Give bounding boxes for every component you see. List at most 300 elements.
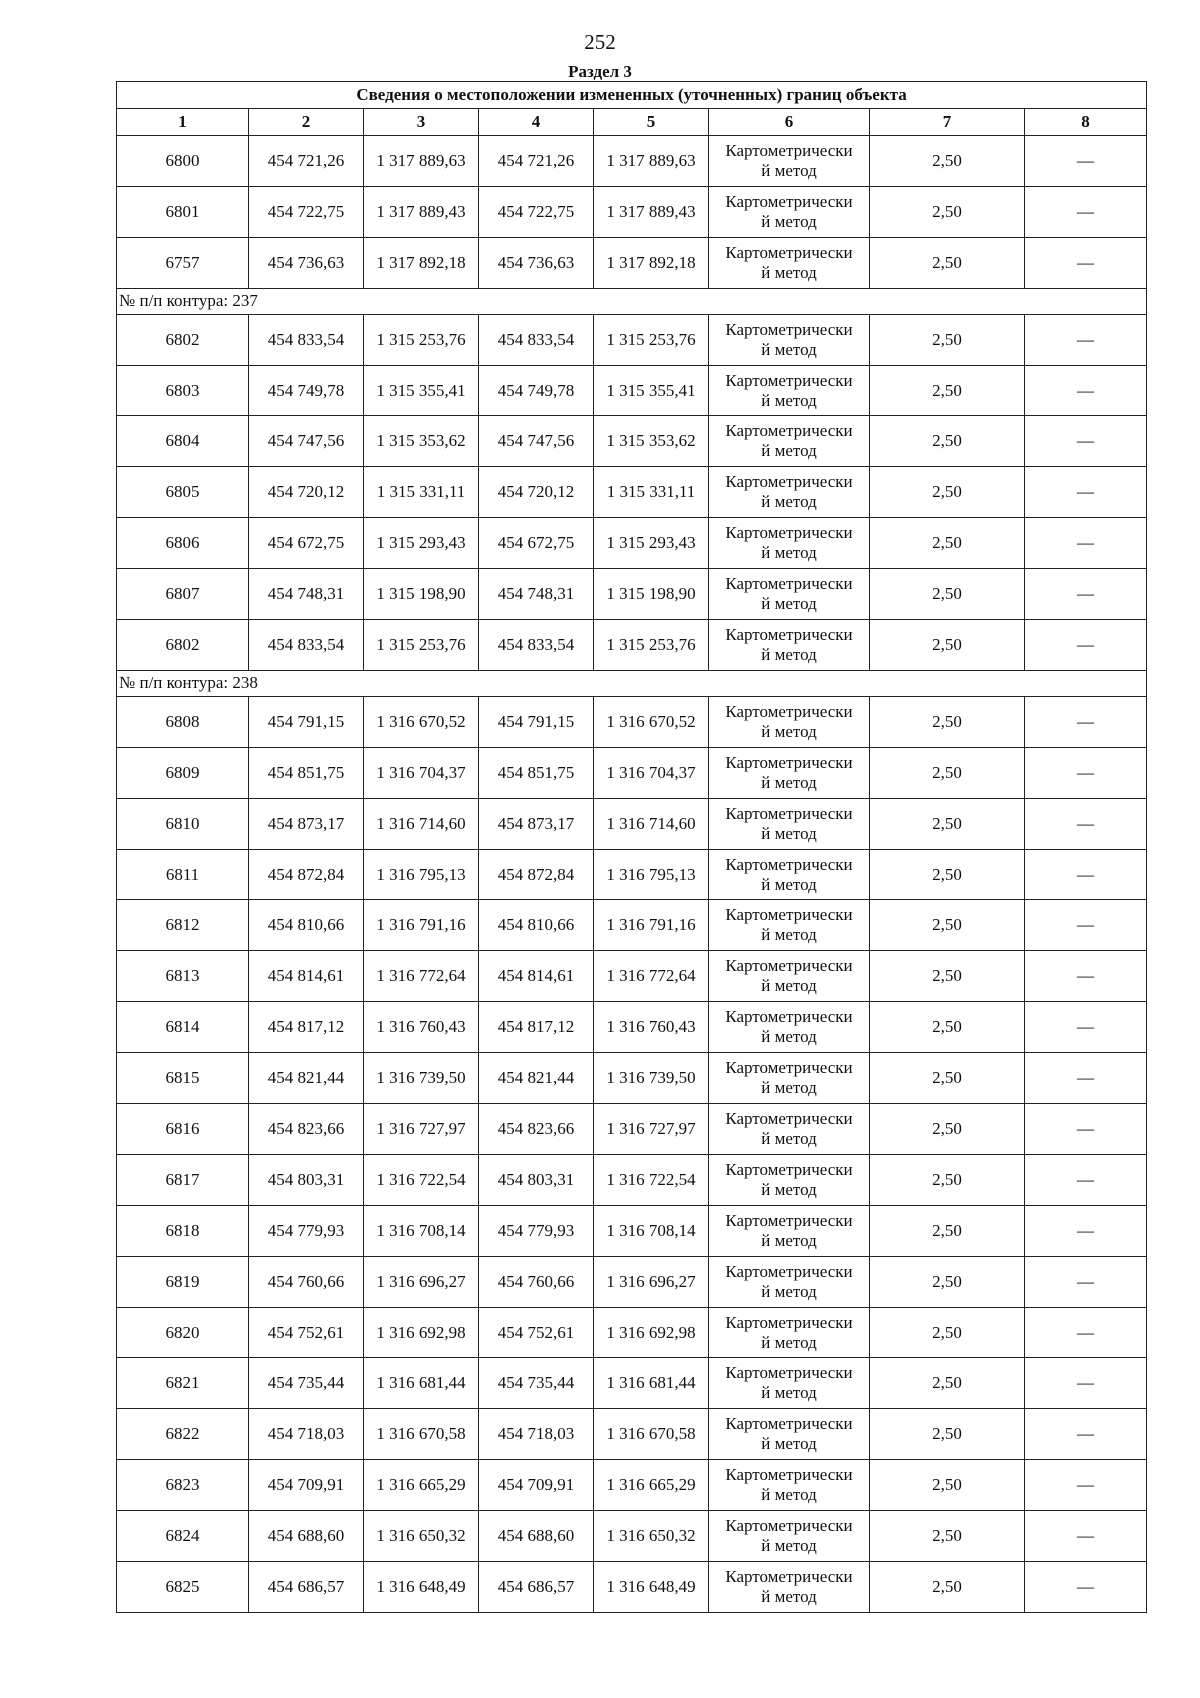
coord-y-new-cell: 1 317 892,18 xyxy=(594,237,709,288)
coord-x-new-cell: 454 752,61 xyxy=(479,1307,594,1358)
table-row xyxy=(117,620,1147,671)
coord-x-new-cell: 454 791,15 xyxy=(479,696,594,747)
coord-x-cell: 454 709,91 xyxy=(249,1460,364,1511)
coord-x-cell: 454 833,54 xyxy=(249,314,364,365)
accuracy-cell: 2,50 xyxy=(870,136,1025,187)
point-number-cell: 6824 xyxy=(117,1511,249,1562)
coord-y-new-cell: 1 315 293,43 xyxy=(594,518,709,569)
method-text-line2: й метод xyxy=(761,339,817,359)
coord-x-new-cell: 454 833,54 xyxy=(479,314,594,365)
method-text-line2: й метод xyxy=(761,262,817,282)
method-cell xyxy=(709,1562,870,1613)
point-number-cell: 6813 xyxy=(117,951,249,1002)
accuracy-cell: 2,50 xyxy=(870,1256,1025,1307)
accuracy-cell: 2,50 xyxy=(870,1307,1025,1358)
method-text-line1: Картометрически xyxy=(725,905,853,925)
description-cell: — xyxy=(1025,467,1147,518)
coord-x-new-cell: 454 821,44 xyxy=(479,1053,594,1104)
accuracy-cell: 2,50 xyxy=(870,1562,1025,1613)
coord-y-cell: 1 316 772,64 xyxy=(364,951,479,1002)
coord-x-new-cell: 454 810,66 xyxy=(479,900,594,951)
method-text-line2: й метод xyxy=(761,925,817,945)
method-text-line1: Картометрически xyxy=(725,701,853,721)
coord-x-cell: 454 752,61 xyxy=(249,1307,364,1358)
description-cell: — xyxy=(1025,900,1147,951)
method-cell xyxy=(709,696,870,747)
method-cell xyxy=(709,1307,870,1358)
coord-x-cell: 454 721,26 xyxy=(249,136,364,187)
accuracy-cell: 2,50 xyxy=(870,518,1025,569)
point-number-cell: 6815 xyxy=(117,1053,249,1104)
point-number-cell: 6817 xyxy=(117,1154,249,1205)
coord-y-cell: 1 317 892,18 xyxy=(364,237,479,288)
method-cell xyxy=(709,1358,870,1409)
method-text-line2: й метод xyxy=(761,823,817,843)
method-text-line1: Картометрически xyxy=(725,1465,853,1485)
coord-y-cell: 1 316 704,37 xyxy=(364,747,479,798)
method-cell xyxy=(709,1154,870,1205)
accuracy-cell: 2,50 xyxy=(870,1205,1025,1256)
coord-x-cell: 454 718,03 xyxy=(249,1409,364,1460)
method-text-line1: Картометрически xyxy=(725,1159,853,1179)
coord-y-new-cell: 1 316 727,97 xyxy=(594,1104,709,1155)
method-cell xyxy=(709,467,870,518)
accuracy-cell: 2,50 xyxy=(870,747,1025,798)
method-text-line2: й метод xyxy=(761,644,817,664)
accuracy-cell: 2,50 xyxy=(870,1053,1025,1104)
description-cell: — xyxy=(1025,1104,1147,1155)
column-header: 5 xyxy=(594,109,709,136)
description-cell: — xyxy=(1025,849,1147,900)
coord-y-new-cell: 1 316 648,49 xyxy=(594,1562,709,1613)
method-cell xyxy=(709,569,870,620)
point-number-cell: 6808 xyxy=(117,696,249,747)
coord-x-new-cell: 454 760,66 xyxy=(479,1256,594,1307)
description-cell: — xyxy=(1025,951,1147,1002)
coord-x-new-cell: 454 721,26 xyxy=(479,136,594,187)
coord-y-new-cell: 1 316 670,58 xyxy=(594,1409,709,1460)
description-cell: — xyxy=(1025,747,1147,798)
table-row xyxy=(117,365,1147,416)
coord-x-new-cell: 454 688,60 xyxy=(479,1511,594,1562)
method-text-line1: Картометрически xyxy=(725,624,853,644)
method-text-line2: й метод xyxy=(761,976,817,996)
column-header: 1 xyxy=(117,109,249,136)
coord-x-cell: 454 823,66 xyxy=(249,1104,364,1155)
coord-x-new-cell: 454 718,03 xyxy=(479,1409,594,1460)
method-cell xyxy=(709,237,870,288)
table-row xyxy=(117,1409,1147,1460)
table-body xyxy=(117,136,1147,1613)
method-text-line2: й метод xyxy=(761,772,817,792)
coord-y-new-cell: 1 315 198,90 xyxy=(594,569,709,620)
column-header-row xyxy=(117,109,1147,136)
method-cell xyxy=(709,798,870,849)
table-row xyxy=(117,1511,1147,1562)
table-row xyxy=(117,1256,1147,1307)
method-text-line2: й метод xyxy=(761,1434,817,1454)
coord-x-cell: 454 686,57 xyxy=(249,1562,364,1613)
coord-x-cell: 454 736,63 xyxy=(249,237,364,288)
description-cell: — xyxy=(1025,237,1147,288)
coord-y-new-cell: 1 316 692,98 xyxy=(594,1307,709,1358)
table-row xyxy=(117,1358,1147,1409)
accuracy-cell: 2,50 xyxy=(870,900,1025,951)
method-cell xyxy=(709,1409,870,1460)
accuracy-cell: 2,50 xyxy=(870,1511,1025,1562)
coord-y-cell: 1 316 795,13 xyxy=(364,849,479,900)
point-number-cell: 6802 xyxy=(117,620,249,671)
method-text-line2: й метод xyxy=(761,1586,817,1606)
point-number-cell: 6809 xyxy=(117,747,249,798)
method-text-line1: Картометрически xyxy=(725,472,853,492)
method-text-line2: й метод xyxy=(761,1128,817,1148)
description-cell: — xyxy=(1025,696,1147,747)
coord-y-new-cell: 1 316 791,16 xyxy=(594,900,709,951)
column-header: 2 xyxy=(249,109,364,136)
table-row xyxy=(117,1053,1147,1104)
method-cell xyxy=(709,1460,870,1511)
accuracy-cell: 2,50 xyxy=(870,365,1025,416)
coord-y-new-cell: 1 315 353,62 xyxy=(594,416,709,467)
column-header: 8 xyxy=(1025,109,1147,136)
method-text-line1: Картометрически xyxy=(725,1007,853,1027)
table-row xyxy=(117,900,1147,951)
accuracy-cell: 2,50 xyxy=(870,314,1025,365)
coord-y-cell: 1 316 665,29 xyxy=(364,1460,479,1511)
point-number-cell: 6805 xyxy=(117,467,249,518)
section-title: Раздел 3 xyxy=(568,62,632,81)
method-cell xyxy=(709,1511,870,1562)
contour-label: № п/п контура: 237 xyxy=(117,288,1147,314)
table-row xyxy=(117,1307,1147,1358)
coord-x-new-cell: 454 851,75 xyxy=(479,747,594,798)
coord-y-new-cell: 1 316 704,37 xyxy=(594,747,709,798)
method-cell xyxy=(709,1256,870,1307)
coord-x-cell: 454 749,78 xyxy=(249,365,364,416)
coord-x-new-cell: 454 823,66 xyxy=(479,1104,594,1155)
point-number-cell: 6806 xyxy=(117,518,249,569)
table-row xyxy=(117,1002,1147,1053)
table-row xyxy=(117,1460,1147,1511)
coord-y-new-cell: 1 315 355,41 xyxy=(594,365,709,416)
method-text-line2: й метод xyxy=(761,1485,817,1505)
method-text-line2: й метод xyxy=(761,390,817,410)
coord-y-cell: 1 316 722,54 xyxy=(364,1154,479,1205)
method-text-line2: й метод xyxy=(761,1179,817,1199)
accuracy-cell: 2,50 xyxy=(870,951,1025,1002)
coord-y-new-cell: 1 316 650,32 xyxy=(594,1511,709,1562)
coord-y-cell: 1 315 198,90 xyxy=(364,569,479,620)
coord-y-cell: 1 316 650,32 xyxy=(364,1511,479,1562)
point-number-cell: 6810 xyxy=(117,798,249,849)
method-cell xyxy=(709,951,870,1002)
point-number-cell: 6812 xyxy=(117,900,249,951)
coord-y-new-cell: 1 315 253,76 xyxy=(594,620,709,671)
coord-y-cell: 1 315 293,43 xyxy=(364,518,479,569)
point-number-cell: 6822 xyxy=(117,1409,249,1460)
coord-y-new-cell: 1 316 708,14 xyxy=(594,1205,709,1256)
accuracy-cell: 2,50 xyxy=(870,569,1025,620)
table-row xyxy=(117,237,1147,288)
coord-x-cell: 454 803,31 xyxy=(249,1154,364,1205)
point-number-cell: 6820 xyxy=(117,1307,249,1358)
description-cell: — xyxy=(1025,186,1147,237)
method-text-line2: й метод xyxy=(761,211,817,231)
point-number-cell: 6818 xyxy=(117,1205,249,1256)
method-text-line1: Картометрически xyxy=(725,1312,853,1332)
coord-y-new-cell: 1 316 760,43 xyxy=(594,1002,709,1053)
method-text-line2: й метод xyxy=(761,1536,817,1556)
coord-y-cell: 1 317 889,43 xyxy=(364,186,479,237)
method-text-line1: Картометрически xyxy=(725,1210,853,1230)
accuracy-cell: 2,50 xyxy=(870,1002,1025,1053)
coord-x-cell: 454 851,75 xyxy=(249,747,364,798)
method-text-line2: й метод xyxy=(761,594,817,614)
coord-x-cell: 454 814,61 xyxy=(249,951,364,1002)
coord-y-new-cell: 1 316 681,44 xyxy=(594,1358,709,1409)
table-caption: Сведения о местоположении измененных (уточненных) границ объекта xyxy=(117,82,1147,109)
coord-x-cell: 454 672,75 xyxy=(249,518,364,569)
column-header: 7 xyxy=(870,109,1025,136)
coord-y-new-cell: 1 316 714,60 xyxy=(594,798,709,849)
coord-y-cell: 1 315 355,41 xyxy=(364,365,479,416)
coord-y-new-cell: 1 317 889,43 xyxy=(594,186,709,237)
coord-y-new-cell: 1 316 722,54 xyxy=(594,1154,709,1205)
coord-y-cell: 1 316 739,50 xyxy=(364,1053,479,1104)
coord-y-cell: 1 316 760,43 xyxy=(364,1002,479,1053)
method-text-line1: Картометрически xyxy=(725,523,853,543)
coord-y-cell: 1 316 714,60 xyxy=(364,798,479,849)
table-row xyxy=(117,1205,1147,1256)
table-row xyxy=(117,1154,1147,1205)
description-cell: — xyxy=(1025,1256,1147,1307)
method-cell xyxy=(709,620,870,671)
coord-y-cell: 1 315 253,76 xyxy=(364,620,479,671)
coord-x-new-cell: 454 814,61 xyxy=(479,951,594,1002)
coord-x-new-cell: 454 779,93 xyxy=(479,1205,594,1256)
coord-x-new-cell: 454 873,17 xyxy=(479,798,594,849)
coord-y-cell: 1 316 696,27 xyxy=(364,1256,479,1307)
table-row xyxy=(117,1104,1147,1155)
coord-y-new-cell: 1 316 739,50 xyxy=(594,1053,709,1104)
coord-y-cell: 1 316 692,98 xyxy=(364,1307,479,1358)
coord-x-new-cell: 454 803,31 xyxy=(479,1154,594,1205)
coord-x-cell: 454 791,15 xyxy=(249,696,364,747)
coord-x-new-cell: 454 833,54 xyxy=(479,620,594,671)
method-text-line2: й метод xyxy=(761,874,817,894)
coord-y-cell: 1 316 681,44 xyxy=(364,1358,479,1409)
description-cell: — xyxy=(1025,518,1147,569)
coord-x-new-cell: 454 872,84 xyxy=(479,849,594,900)
column-header: 3 xyxy=(364,109,479,136)
method-text-line1: Картометрически xyxy=(725,140,853,160)
method-text-line1: Картометрически xyxy=(725,854,853,874)
coord-x-cell: 454 779,93 xyxy=(249,1205,364,1256)
table-row xyxy=(117,314,1147,365)
coord-y-cell: 1 315 331,11 xyxy=(364,467,479,518)
coord-y-new-cell: 1 316 665,29 xyxy=(594,1460,709,1511)
coord-x-cell: 454 735,44 xyxy=(249,1358,364,1409)
coord-x-new-cell: 454 686,57 xyxy=(479,1562,594,1613)
accuracy-cell: 2,50 xyxy=(870,416,1025,467)
method-text-line2: й метод xyxy=(761,1383,817,1403)
table-row xyxy=(117,1562,1147,1613)
description-cell: — xyxy=(1025,365,1147,416)
coord-y-new-cell: 1 316 670,52 xyxy=(594,696,709,747)
method-cell xyxy=(709,1104,870,1155)
description-cell: — xyxy=(1025,1154,1147,1205)
table-row xyxy=(117,186,1147,237)
method-text-line1: Картометрически xyxy=(725,242,853,262)
method-text-line1: Картометрически xyxy=(725,370,853,390)
description-cell: — xyxy=(1025,1358,1147,1409)
description-cell: — xyxy=(1025,1307,1147,1358)
coord-x-new-cell: 454 709,91 xyxy=(479,1460,594,1511)
description-cell: — xyxy=(1025,1511,1147,1562)
description-cell: — xyxy=(1025,314,1147,365)
point-number-cell: 6825 xyxy=(117,1562,249,1613)
coord-x-cell: 454 747,56 xyxy=(249,416,364,467)
method-text-line2: й метод xyxy=(761,492,817,512)
coord-x-new-cell: 454 736,63 xyxy=(479,237,594,288)
description-cell: — xyxy=(1025,798,1147,849)
description-cell: — xyxy=(1025,1562,1147,1613)
method-text-line2: й метод xyxy=(761,1078,817,1098)
point-number-cell: 6816 xyxy=(117,1104,249,1155)
table-row xyxy=(117,696,1147,747)
method-cell xyxy=(709,849,870,900)
table-row xyxy=(117,569,1147,620)
method-text-line1: Картометрически xyxy=(725,1261,853,1281)
coord-y-cell: 1 317 889,63 xyxy=(364,136,479,187)
coord-x-cell: 454 688,60 xyxy=(249,1511,364,1562)
description-cell: — xyxy=(1025,1460,1147,1511)
coord-y-cell: 1 316 791,16 xyxy=(364,900,479,951)
coord-y-new-cell: 1 316 795,13 xyxy=(594,849,709,900)
table-row xyxy=(117,136,1147,187)
method-text-line1: Картометрически xyxy=(725,1516,853,1536)
point-number-cell: 6807 xyxy=(117,569,249,620)
method-text-line1: Картометрически xyxy=(725,1058,853,1078)
method-text-line1: Картометрически xyxy=(725,319,853,339)
accuracy-cell: 2,50 xyxy=(870,1409,1025,1460)
coord-x-new-cell: 454 817,12 xyxy=(479,1002,594,1053)
point-number-cell: 6814 xyxy=(117,1002,249,1053)
method-text-line2: й метод xyxy=(761,1281,817,1301)
coord-x-new-cell: 454 747,56 xyxy=(479,416,594,467)
method-cell xyxy=(709,314,870,365)
accuracy-cell: 2,50 xyxy=(870,467,1025,518)
point-number-cell: 6804 xyxy=(117,416,249,467)
description-cell: — xyxy=(1025,1053,1147,1104)
table-row xyxy=(117,467,1147,518)
coord-y-new-cell: 1 316 772,64 xyxy=(594,951,709,1002)
method-text-line2: й метод xyxy=(761,1027,817,1047)
coord-x-new-cell: 454 720,12 xyxy=(479,467,594,518)
accuracy-cell: 2,50 xyxy=(870,1104,1025,1155)
table-row xyxy=(117,798,1147,849)
table-row xyxy=(117,747,1147,798)
accuracy-cell: 2,50 xyxy=(870,696,1025,747)
method-text-line1: Картометрически xyxy=(725,574,853,594)
accuracy-cell: 2,50 xyxy=(870,237,1025,288)
coord-x-new-cell: 454 672,75 xyxy=(479,518,594,569)
table-row xyxy=(117,951,1147,1002)
coord-y-cell: 1 315 353,62 xyxy=(364,416,479,467)
coord-y-cell: 1 316 670,52 xyxy=(364,696,479,747)
accuracy-cell: 2,50 xyxy=(870,1154,1025,1205)
table-row xyxy=(117,518,1147,569)
method-text-line1: Картометрически xyxy=(725,752,853,772)
method-cell xyxy=(709,1205,870,1256)
point-number-cell: 6757 xyxy=(117,237,249,288)
method-text-line1: Картометрически xyxy=(725,956,853,976)
coord-y-cell: 1 316 648,49 xyxy=(364,1562,479,1613)
method-cell xyxy=(709,1002,870,1053)
coord-y-cell: 1 316 670,58 xyxy=(364,1409,479,1460)
accuracy-cell: 2,50 xyxy=(870,1358,1025,1409)
description-cell: — xyxy=(1025,136,1147,187)
method-text-line2: й метод xyxy=(761,160,817,180)
method-cell xyxy=(709,416,870,467)
point-number-cell: 6800 xyxy=(117,136,249,187)
point-number-cell: 6802 xyxy=(117,314,249,365)
coord-x-new-cell: 454 722,75 xyxy=(479,186,594,237)
coord-x-cell: 454 810,66 xyxy=(249,900,364,951)
description-cell: — xyxy=(1025,1205,1147,1256)
coord-x-cell: 454 872,84 xyxy=(249,849,364,900)
description-cell: — xyxy=(1025,1409,1147,1460)
method-text-line2: й метод xyxy=(761,1230,817,1250)
accuracy-cell: 2,50 xyxy=(870,186,1025,237)
coord-x-new-cell: 454 735,44 xyxy=(479,1358,594,1409)
coord-x-cell: 454 873,17 xyxy=(249,798,364,849)
method-cell xyxy=(709,1053,870,1104)
coord-x-cell: 454 720,12 xyxy=(249,467,364,518)
description-cell: — xyxy=(1025,416,1147,467)
method-cell xyxy=(709,365,870,416)
coord-x-cell: 454 817,12 xyxy=(249,1002,364,1053)
coord-y-cell: 1 315 253,76 xyxy=(364,314,479,365)
method-cell xyxy=(709,136,870,187)
method-text-line1: Картометрически xyxy=(725,1363,853,1383)
coord-x-new-cell: 454 748,31 xyxy=(479,569,594,620)
coord-y-new-cell: 1 315 253,76 xyxy=(594,314,709,365)
page-number: 252 xyxy=(584,30,616,54)
coord-x-cell: 454 821,44 xyxy=(249,1053,364,1104)
point-number-cell: 6823 xyxy=(117,1460,249,1511)
method-text-line1: Картометрически xyxy=(725,803,853,823)
method-text-line2: й метод xyxy=(761,1332,817,1352)
method-cell xyxy=(709,186,870,237)
coord-x-new-cell: 454 749,78 xyxy=(479,365,594,416)
coord-y-new-cell: 1 315 331,11 xyxy=(594,467,709,518)
contour-row xyxy=(117,288,1147,314)
point-number-cell: 6821 xyxy=(117,1358,249,1409)
coord-y-new-cell: 1 316 696,27 xyxy=(594,1256,709,1307)
method-text-line2: й метод xyxy=(761,721,817,741)
coord-y-cell: 1 316 708,14 xyxy=(364,1205,479,1256)
method-text-line1: Картометрически xyxy=(725,191,853,211)
method-cell xyxy=(709,900,870,951)
method-text-line1: Картометрически xyxy=(725,1108,853,1128)
method-text-line2: й метод xyxy=(761,543,817,563)
point-number-cell: 6811 xyxy=(117,849,249,900)
table-row xyxy=(117,849,1147,900)
method-cell xyxy=(709,747,870,798)
description-cell: — xyxy=(1025,1002,1147,1053)
